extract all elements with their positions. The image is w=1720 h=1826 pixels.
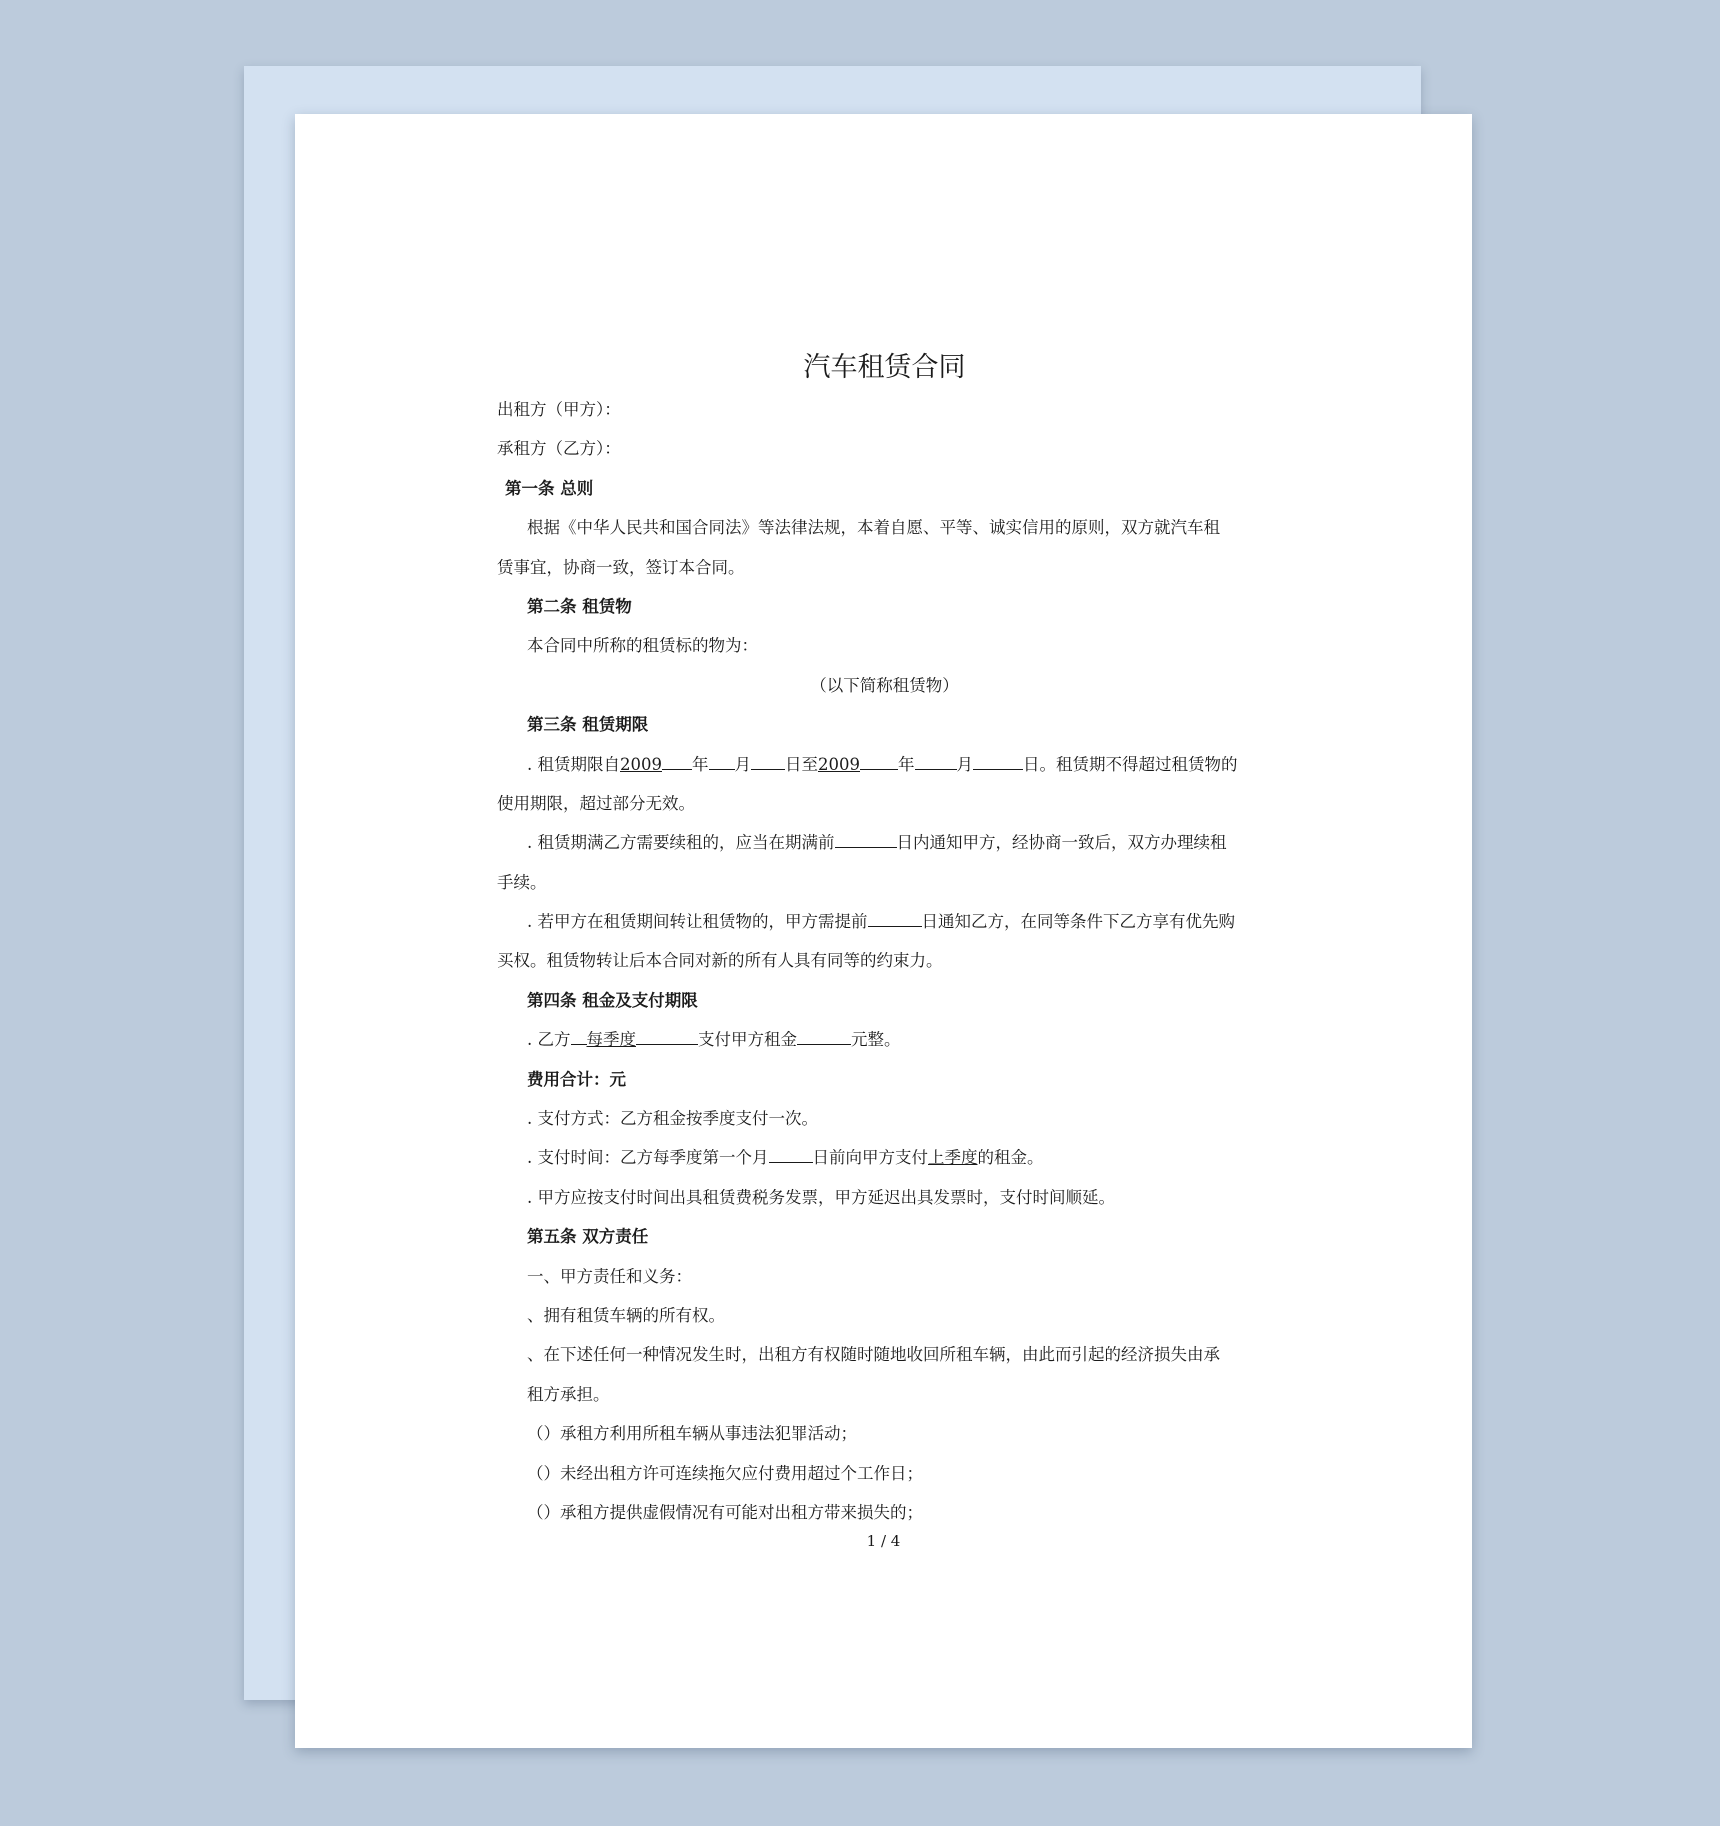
article-2-note: （以下简称租赁物） — [810, 675, 959, 695]
term-text-b: 年 — [692, 754, 709, 774]
blank-field — [751, 753, 785, 770]
term-text-c: 月 — [734, 754, 751, 774]
term-text-a: . 租赁期限自 — [527, 754, 620, 774]
article-1-heading: 第一条 总则 — [505, 478, 594, 498]
blank-field — [915, 753, 957, 770]
article-5-line-3: 、在下述任何一种情况发生时，出租方有权随时随地收回所租车辆，由此而引起的经济损失由承 — [527, 1345, 1220, 1365]
article-1-paragraph: 根据《中华人民共和国合同法》等法律法规，本着自愿、平等、诚实信用的原则，双方就汽车租 — [527, 518, 1220, 538]
rent-text-a: . 乙方 — [527, 1030, 571, 1050]
blank-field — [636, 1028, 698, 1045]
transfer-text-b: 日通知乙方，在同等条件下乙方享有优先购 — [921, 912, 1235, 932]
blank-field — [868, 910, 922, 927]
article-3-transfer-line — [497, 902, 1272, 941]
article-3-transfer-cont: 买权。租赁物转让后本合同对新的所有人具有同等的约束力。 — [497, 951, 943, 971]
document-title: 汽车租赁合同 — [803, 352, 966, 383]
article-5-line-1: 一、甲方责任和义务： — [527, 1266, 692, 1286]
payment-time-text-a: . 支付时间：乙方每季度第一个月 — [527, 1148, 769, 1168]
renewal-text-a: . 租赁期满乙方需要续租的，应当在期满前 — [527, 833, 835, 853]
article-5-line-2: 、拥有租赁车辆的所有权。 — [527, 1305, 725, 1325]
article-4-rent-line — [497, 1020, 1272, 1059]
blank-field — [709, 753, 735, 770]
blank-field — [973, 753, 1023, 770]
payment-method-line: . 支付方式：乙方租金按季度支付一次。 — [527, 1109, 818, 1129]
payment-time-line — [497, 1138, 1272, 1177]
renewal-text-b: 日内通知甲方，经协商一致后，双方办理续租 — [896, 833, 1227, 853]
total-cost-line: 费用合计：元 — [527, 1069, 626, 1089]
blank-field — [835, 831, 897, 848]
transfer-text-a: . 若甲方在租赁期间转让租赁物的，甲方需提前 — [527, 912, 868, 932]
blank-field — [571, 1028, 587, 1045]
rent-text-b: 支付甲方租金 — [698, 1030, 797, 1050]
article-3-renewal-line — [497, 823, 1272, 862]
payment-time-text-b: 日前向甲方支付 — [812, 1148, 928, 1168]
article-2-heading: 第二条 租赁物 — [527, 596, 632, 616]
lessor-line: 出租方（甲方）： — [497, 400, 621, 419]
article-5-line-7: （）承租方提供虚假情况有可能对出租方带来损失的； — [527, 1502, 923, 1522]
term-text-g: 日。租赁期不得超过租赁物的 — [1023, 754, 1238, 774]
blank-field — [662, 753, 692, 770]
payment-period-field: 每季度 — [586, 1030, 636, 1050]
blank-field — [769, 1146, 813, 1163]
invoice-line: . 甲方应按支付时间出具租赁费税务发票，甲方延迟出具发票时，支付时间顺延。 — [527, 1187, 1115, 1207]
article-1-paragraph-cont: 赁事宜，协商一致，签订本合同。 — [497, 557, 745, 577]
quarter-field: 上季度 — [928, 1148, 978, 1168]
term-text-f: 月 — [956, 754, 973, 774]
start-year-field: 2009 — [620, 754, 662, 774]
term-text-d: 日至 — [785, 754, 818, 774]
article-3-term-cont: 使用期限，超过部分无效。 — [497, 793, 695, 813]
article-3-heading: 第三条 租赁期限 — [527, 715, 649, 735]
blank-field — [797, 1028, 851, 1045]
article-5-line-4: 租方承担。 — [527, 1384, 610, 1404]
article-5-heading: 第五条 双方责任 — [527, 1227, 649, 1247]
page-number: 1 / 4 — [866, 1532, 901, 1550]
term-text-e: 年 — [898, 754, 915, 774]
end-year-field: 2009 — [818, 754, 860, 774]
document-page — [295, 114, 1472, 1748]
document-body — [497, 346, 1272, 1532]
article-2-paragraph: 本合同中所称的租赁标的物为： — [527, 636, 758, 656]
blank-field — [860, 753, 898, 770]
article-4-heading: 第四条 租金及支付期限 — [527, 990, 698, 1010]
payment-time-text-c: 的租金。 — [977, 1148, 1044, 1168]
article-5-line-6: （）未经出租方许可连续拖欠应付费用超过个工作日； — [527, 1463, 923, 1483]
rent-text-c: 元整。 — [851, 1030, 901, 1050]
lessee-line: 承租方（乙方）： — [497, 439, 621, 459]
article-5-line-5: （）承租方利用所租车辆从事违法犯罪活动； — [527, 1424, 857, 1444]
article-3-renewal-cont: 手续。 — [497, 872, 547, 892]
article-3-term-line — [497, 745, 1272, 784]
